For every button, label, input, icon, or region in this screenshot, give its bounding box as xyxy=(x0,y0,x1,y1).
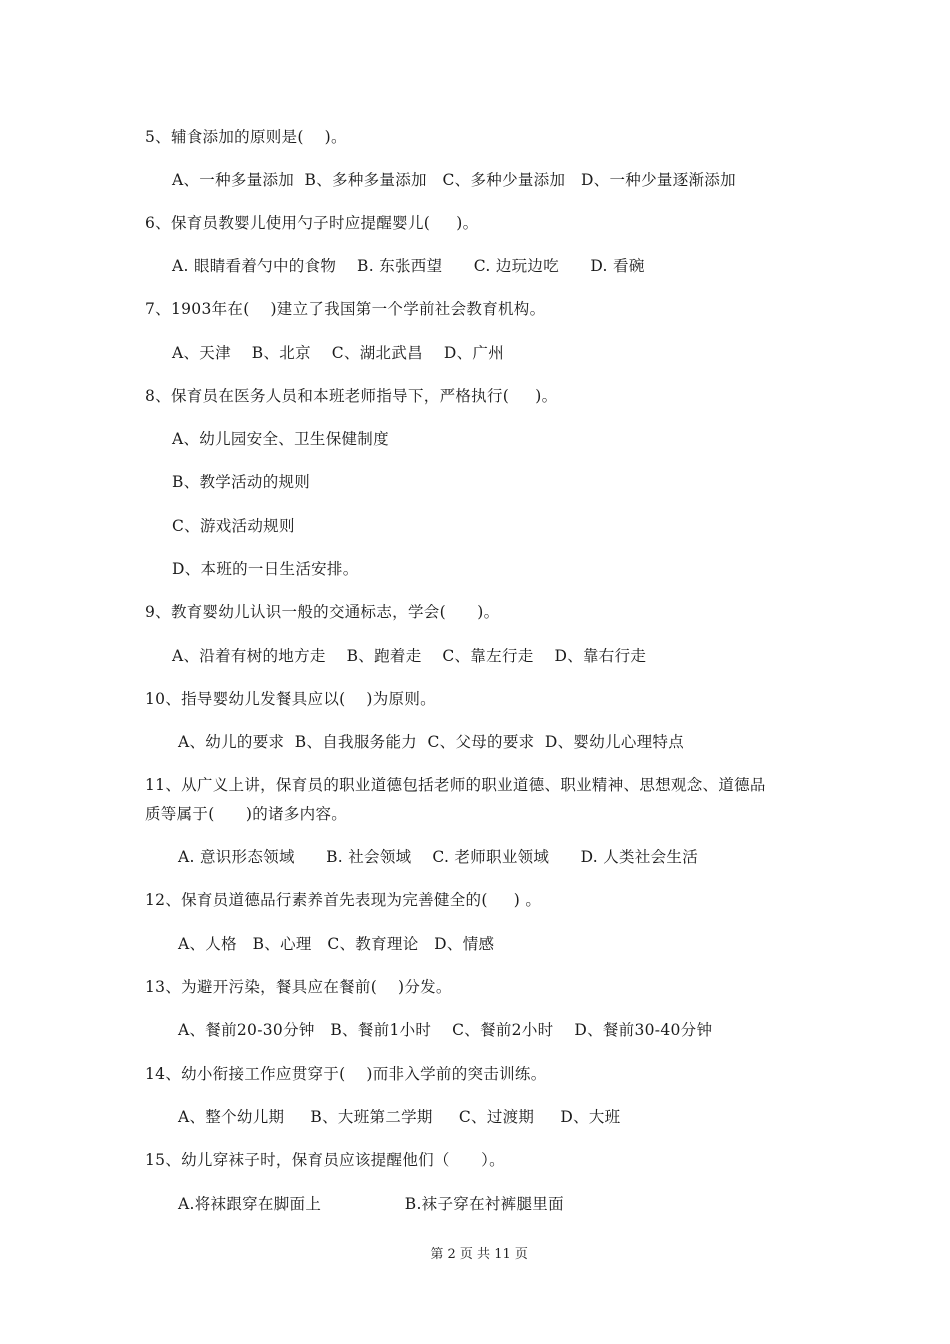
question-11-stem-line-1: 11、从广义上讲，保育员的职业道德包括老师的职业道德、职业精神、思想观念、道德品 xyxy=(145,776,766,794)
question-5-stem: 5、辅食添加的原则是( )。 xyxy=(145,128,347,146)
question-8-option-d: D、本班的一日生活安排。 xyxy=(172,560,359,578)
question-8-stem: 8、保育员在医务人员和本班老师指导下，严格执行( )。 xyxy=(145,387,558,405)
question-11-options: A. 意识形态领域 B. 社会领域 C. 老师职业领域 D. 人类社会生活 xyxy=(178,848,699,866)
question-13-stem: 13、为避开污染，餐具应在餐前( )分发。 xyxy=(145,978,452,996)
question-9-stem: 9、教育婴幼儿认识一般的交通标志，学会( )。 xyxy=(145,603,500,621)
question-8-option-c: C、游戏活动规则 xyxy=(172,517,295,535)
question-14-stem: 14、幼小衔接工作应贯穿于( )而非入学前的突击训练。 xyxy=(145,1065,547,1083)
question-6-stem: 6、保育员教婴儿使用勺子时应提醒婴儿( )。 xyxy=(145,214,479,232)
question-10-options: A、幼儿的要求 B、自我服务能力 C、父母的要求 D、婴幼儿心理特点 xyxy=(178,733,685,751)
question-10-stem: 10、指导婴幼儿发餐具应以( )为原则。 xyxy=(145,690,436,708)
question-8-option-b: B、教学活动的规则 xyxy=(172,473,311,491)
question-7-stem: 7、1903年在( )建立了我国第一个学前社会教育机构。 xyxy=(145,300,546,318)
page-footer xyxy=(0,1228,950,1262)
question-9-options: A、沿着有树的地方走 B、跑着走 C、靠左行走 D、靠右行走 xyxy=(172,647,647,665)
question-12-options: A、人格 B、心理 C、教育理论 D、情感 xyxy=(178,935,495,953)
question-8-option-a: A、幼儿园安全、卫生保健制度 xyxy=(172,430,389,448)
question-13-options: A、餐前20-30分钟 B、餐前1小时 C、餐前2小时 D、餐前30-40分钟 xyxy=(178,1021,713,1039)
question-12-stem: 12、保育员道德品行素养首先表现为完善健全的( ) 。 xyxy=(145,891,542,909)
question-15-options: A.将袜跟穿在脚面上 B.袜子穿在衬裤腿里面 xyxy=(178,1195,564,1213)
question-6-options: A. 眼睛看着勺中的食物 B. 东张西望 C. 边玩边吃 D. 看碗 xyxy=(172,257,645,275)
question-14-options: A、整个幼儿期 B、大班第二学期 C、过渡期 D、大班 xyxy=(178,1108,621,1126)
question-15-stem: 15、幼儿穿袜子时，保育员应该提醒他们（ ）。 xyxy=(145,1151,505,1169)
question-11-stem-line-2: 质等属于( )的诸多内容。 xyxy=(145,805,348,823)
question-5-options: A、一种多量添加 B、多种多量添加 C、多种少量添加 D、一种少量逐渐添加 xyxy=(172,171,736,189)
page-number-label: 第 2 页 共 11 页 xyxy=(430,1247,528,1262)
question-7-options: A、天津 B、北京 C、湖北武昌 D、广州 xyxy=(172,344,504,362)
